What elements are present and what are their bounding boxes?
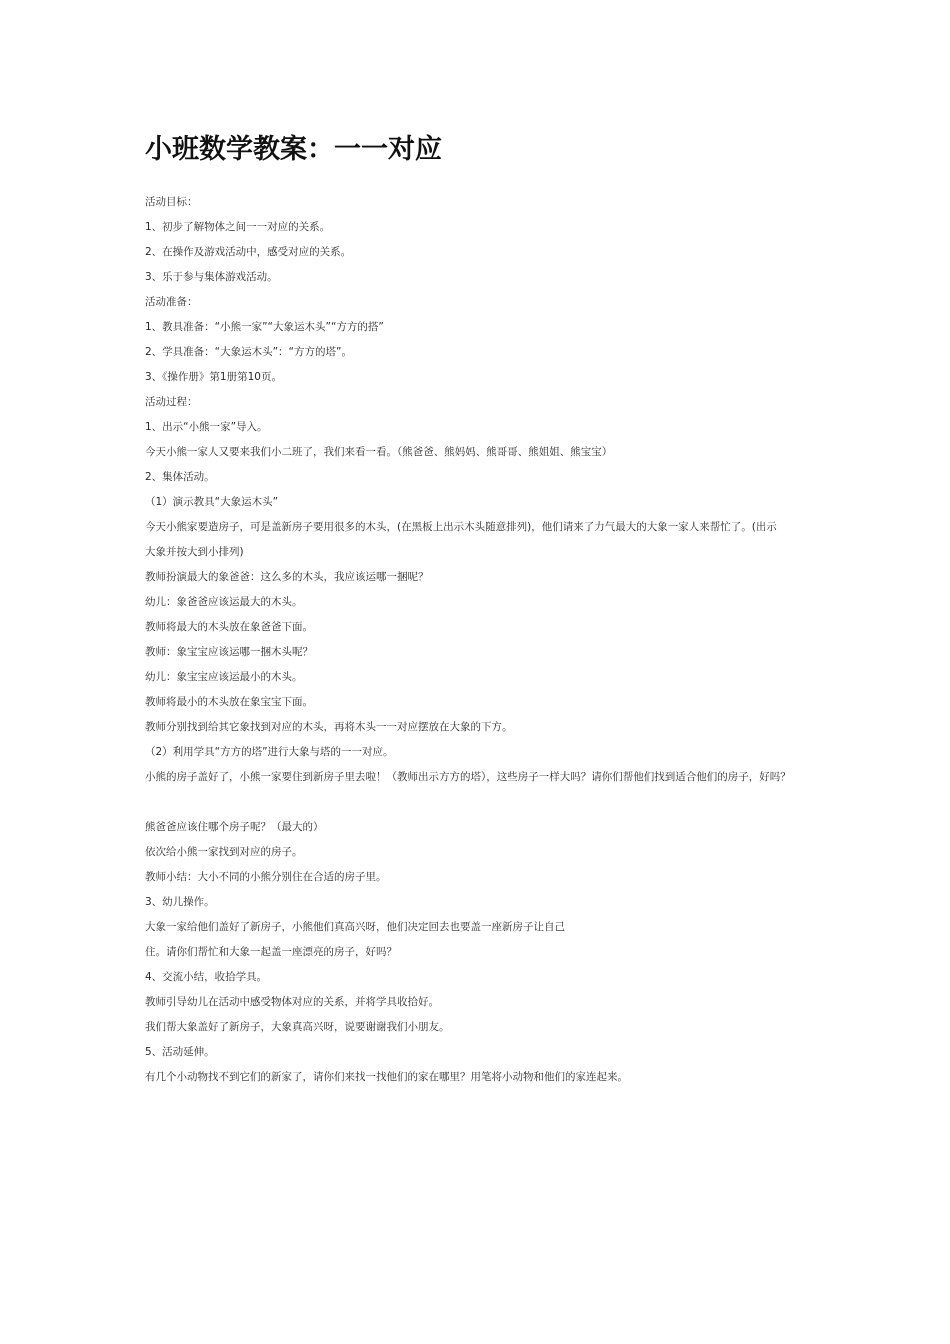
text-line: 教师小结：大小不同的小熊分别住在合适的房子里。: [145, 871, 387, 883]
text-line: 活动准备：: [145, 296, 198, 308]
text-line: 有几个小动物找不到它们的新家了，请你们来找一找他们的家在哪里？用笔将小动物和他们的家连起来。: [145, 1071, 628, 1083]
text-line: 我们帮大象盖好了新房子，大象真高兴呀，说要谢谢我们小朋友。: [145, 1021, 450, 1033]
text-line: 教师引导幼儿在活动中感受物体对应的关系，并将学具收拾好。: [145, 996, 439, 1008]
text-line: 教师将最大的木头放在象爸爸下面。: [145, 621, 313, 633]
text-line: （1）演示教具“大象运木头”: [145, 496, 279, 508]
text-line: 教师分别找到给其它象找到对应的木头，再将木头一一对应摆放在大象的下方。: [145, 721, 513, 733]
text-line: 幼儿：象宝宝应该运最小的木头。: [145, 671, 303, 683]
text-line: 3、《操作册》第1册第10页。: [145, 371, 282, 383]
blank-line: [145, 790, 825, 815]
text-line: 3、幼儿操作。: [145, 896, 215, 908]
text-line: 小熊的房子盖好了，小熊一家要住到新房子里去啦！（教师出示方方的塔），这些房子一样大吗？请你们帮他们找到适合他们的房子，好吗？: [145, 771, 791, 783]
text-line: 依次给小熊一家找到对应的房子。: [145, 846, 303, 858]
text-line: 大象并按大到小排列): [145, 546, 244, 558]
text-line: 活动过程：: [145, 396, 198, 408]
text-line: 住。请你们帮忙和大象一起盖一座漂亮的房子，好吗？: [145, 946, 397, 958]
text-line: 2、学具准备：“大象运木头”：“方方的塔”。: [145, 346, 352, 358]
text-line: 大象一家给他们盖好了新房子，小熊他们真高兴呀，他们决定回去也要盖一座新房子让自己: [145, 921, 565, 933]
text-line: 幼儿：象爸爸应该运最大的木头。: [145, 596, 303, 608]
text-line: 1、教具准备：“小熊一家”“大象运木头”“方方的搭”: [145, 321, 384, 333]
text-line: 今天小熊一家人又要来我们小二班了，我们来看一看。（熊爸爸、熊妈妈、熊哥哥、熊姐姐、熊宝宝）: [145, 446, 613, 458]
text-line: 2、在操作及游戏活动中，感受对应的关系。: [145, 246, 352, 258]
document-body: [145, 190, 825, 1090]
text-line: 熊爸爸应该住哪个房子呢？（最大的）: [145, 821, 324, 833]
text-line: 2、集体活动。: [145, 471, 215, 483]
text-line: 5、活动延伸。: [145, 1046, 215, 1058]
text-line: （2）利用学具“方方的塔”进行大象与塔的一一对应。: [145, 746, 394, 758]
text-line: 1、出示“小熊一家”导入。: [145, 421, 268, 433]
document-title: 小班数学教案：一一对应: [145, 134, 442, 165]
text-line: 教师扮演最大的象爸爸：这么多的木头，我应该运哪一捆呢？: [145, 571, 429, 583]
text-line: 教师：象宝宝应该运哪一捆木头呢？: [145, 646, 313, 658]
text-line: 活动目标：: [145, 196, 198, 208]
text-line: 教师将最小的木头放在象宝宝下面。: [145, 696, 313, 708]
text-line: 4、交流小结，收拾学具。: [145, 971, 268, 983]
text-line: 3、乐于参与集体游戏活动。: [145, 271, 278, 283]
text-line: 1、初步了解物体之间一一对应的关系。: [145, 221, 331, 233]
text-line: 今天小熊家要造房子，可是盖新房子要用很多的木头，(在黑板上出示木头随意排列)，他们请来了力气最大的大象一家人来帮忙了。(出示: [145, 521, 777, 533]
